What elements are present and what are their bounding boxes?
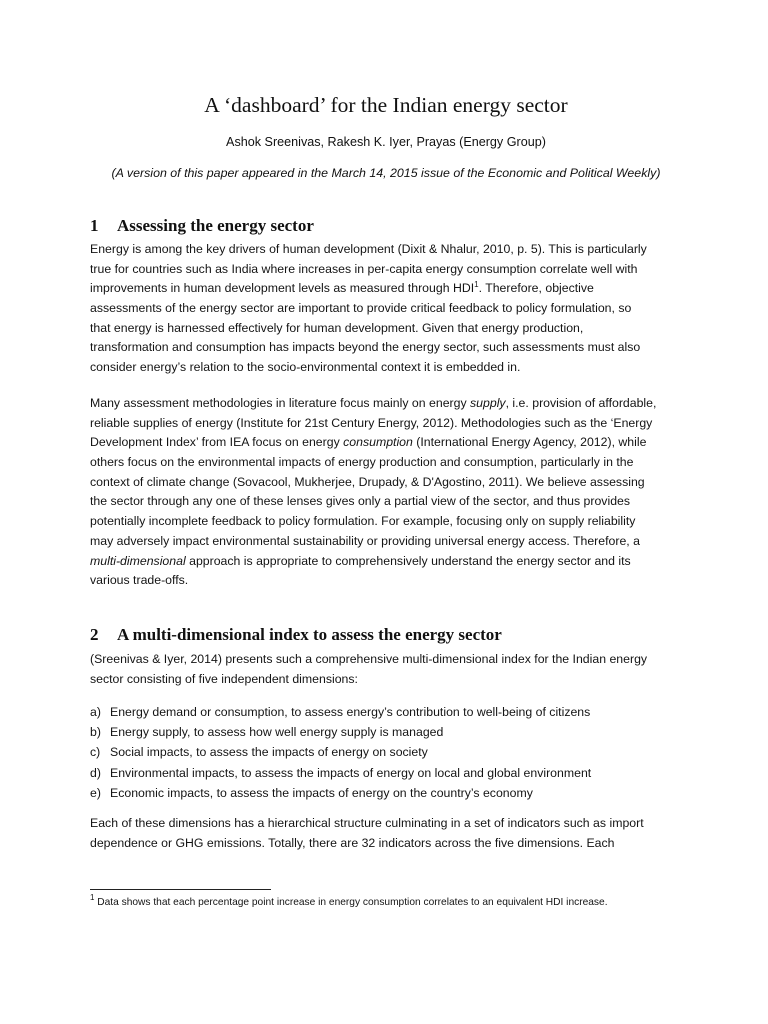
- footnote-reference[interactable]: 1: [474, 280, 479, 290]
- text-line: context of climate change (Sovacool, Mukherjee, Drupady, & D'Agostino, 2011). We believe assessing: [90, 474, 645, 489]
- list-marker: a): [90, 705, 101, 719]
- text-run: Many assessment methodologies in literature focus mainly on energy: [90, 396, 471, 410]
- section-2-intro: [90, 650, 682, 689]
- footnote-text: Data shows that each percentage point increase in energy consumption correlates to an equivalent HDI increase.: [94, 897, 608, 908]
- text-line: (Sreenivas & Iyer, 2014) presents such a comprehensive multi-dimensional index for the Indian energy: [90, 652, 648, 666]
- section-2-heading: [90, 625, 502, 645]
- list-item-text: Environmental impacts, to assess the impacts of energy on local and global environment: [110, 765, 592, 780]
- list-item: [90, 702, 682, 722]
- section-1-title: Assessing the energy sector: [117, 216, 314, 235]
- section-2-title: A multi-dimensional index to assess the energy sector: [117, 625, 502, 644]
- text-run: . Therefore, objective: [478, 281, 594, 296]
- list-item: [90, 742, 682, 762]
- section-1-paragraph-1: [90, 240, 682, 378]
- list-item-text: Social impacts, to assess the impacts of energy on society: [110, 745, 428, 760]
- page-title: A ‘dashboard’ for the Indian energy sector: [204, 93, 568, 117]
- section-2-number: 2: [90, 625, 99, 644]
- text-run: (International Energy Agency, 2012), while: [412, 435, 647, 450]
- text-line: consider energy’s relation to the socio-environmental context it is embedded in.: [90, 360, 521, 375]
- footnote-marker: 1: [90, 893, 95, 902]
- emphasis: consumption: [343, 435, 413, 450]
- text-line: the sector through any one of these lenses gives only a partial view of the sector, and thus provides: [90, 494, 631, 509]
- text-line: various trade-offs.: [90, 573, 189, 588]
- text-line: [90, 552, 682, 572]
- list-marker: c): [90, 745, 101, 760]
- list-marker: d): [90, 765, 101, 780]
- text-line: dependence or GHG emissions. Totally, there are 32 indicators across the five dimensions. Each: [90, 835, 615, 850]
- list-item-text: Energy demand or consumption, to assess energy’s contribution to well-being of citizens: [110, 705, 591, 719]
- text-run: improvements in human development levels as measured through HDI: [90, 281, 475, 296]
- text-line: [90, 394, 682, 414]
- publication-note: (A version of this paper appeared in the March 14, 2015 issue of the Economic and Political Weekly): [111, 166, 661, 180]
- text-line: potentially incomplete feedback to policy formulation. For example, focusing only on supply reliability: [90, 514, 636, 529]
- text-line: assessments of the energy sector are important to provide critical feedback to policy formulation, so: [90, 301, 632, 316]
- section-2-closing: [90, 814, 682, 853]
- text-line: may adversely impact environmental sustainability or providing universal energy access. Therefore, a: [90, 533, 640, 548]
- footnote: [90, 893, 682, 908]
- text-line: reliable supplies of energy (Institute for 21st Century Energy, 2012). Methodologies such as the ‘Energy: [90, 415, 653, 430]
- list-item: [90, 783, 682, 803]
- text-run: approach is appropriate to comprehensively understand the energy sector and its: [185, 553, 631, 568]
- section-1-paragraph-2: [90, 394, 682, 591]
- list-marker: e): [90, 785, 101, 800]
- emphasis: supply: [470, 396, 506, 410]
- text-line: transformation and consumption has impacts beyond the energy sector, such assessments must also: [90, 340, 641, 355]
- text-line: [90, 279, 682, 299]
- text-line: that energy is harnessed effectively for human development. Given that energy production,: [90, 320, 584, 335]
- text-run: Development Index’ from IEA focus on energy: [90, 435, 344, 450]
- section-1-heading: [90, 216, 314, 236]
- dimensions-list: [90, 702, 682, 803]
- text-line: [90, 433, 682, 453]
- section-1-number: 1: [90, 216, 99, 235]
- list-item-text: Economic impacts, to assess the impacts of energy on the country’s economy: [110, 785, 533, 800]
- text-line: sector consisting of five independent dimensions:: [90, 671, 358, 686]
- authors: Ashok Sreenivas, Rakesh K. Iyer, Prayas (Energy Group): [226, 135, 546, 149]
- text-line: Each of these dimensions has a hierarchical structure culminating in a set of indicators such as import: [90, 816, 644, 830]
- list-item-text: Energy supply, to assess how well energy supply is managed: [110, 725, 444, 740]
- emphasis: multi-dimensional: [90, 553, 186, 568]
- text-line: others focus on the environmental impacts of energy production and consumption, particularly in the: [90, 455, 634, 470]
- list-item: [90, 722, 682, 742]
- text-line: Energy is among the key drivers of human development (Dixit & Nhalur, 2010, p. 5). This is particularly: [90, 242, 647, 256]
- list-item: [90, 763, 682, 783]
- text-run: , i.e. provision of affordable,: [505, 396, 657, 410]
- footnote-divider: [90, 889, 271, 890]
- list-marker: b): [90, 725, 101, 740]
- text-line: true for countries such as India where increases in per-capita energy consumption correlate well with: [90, 261, 638, 276]
